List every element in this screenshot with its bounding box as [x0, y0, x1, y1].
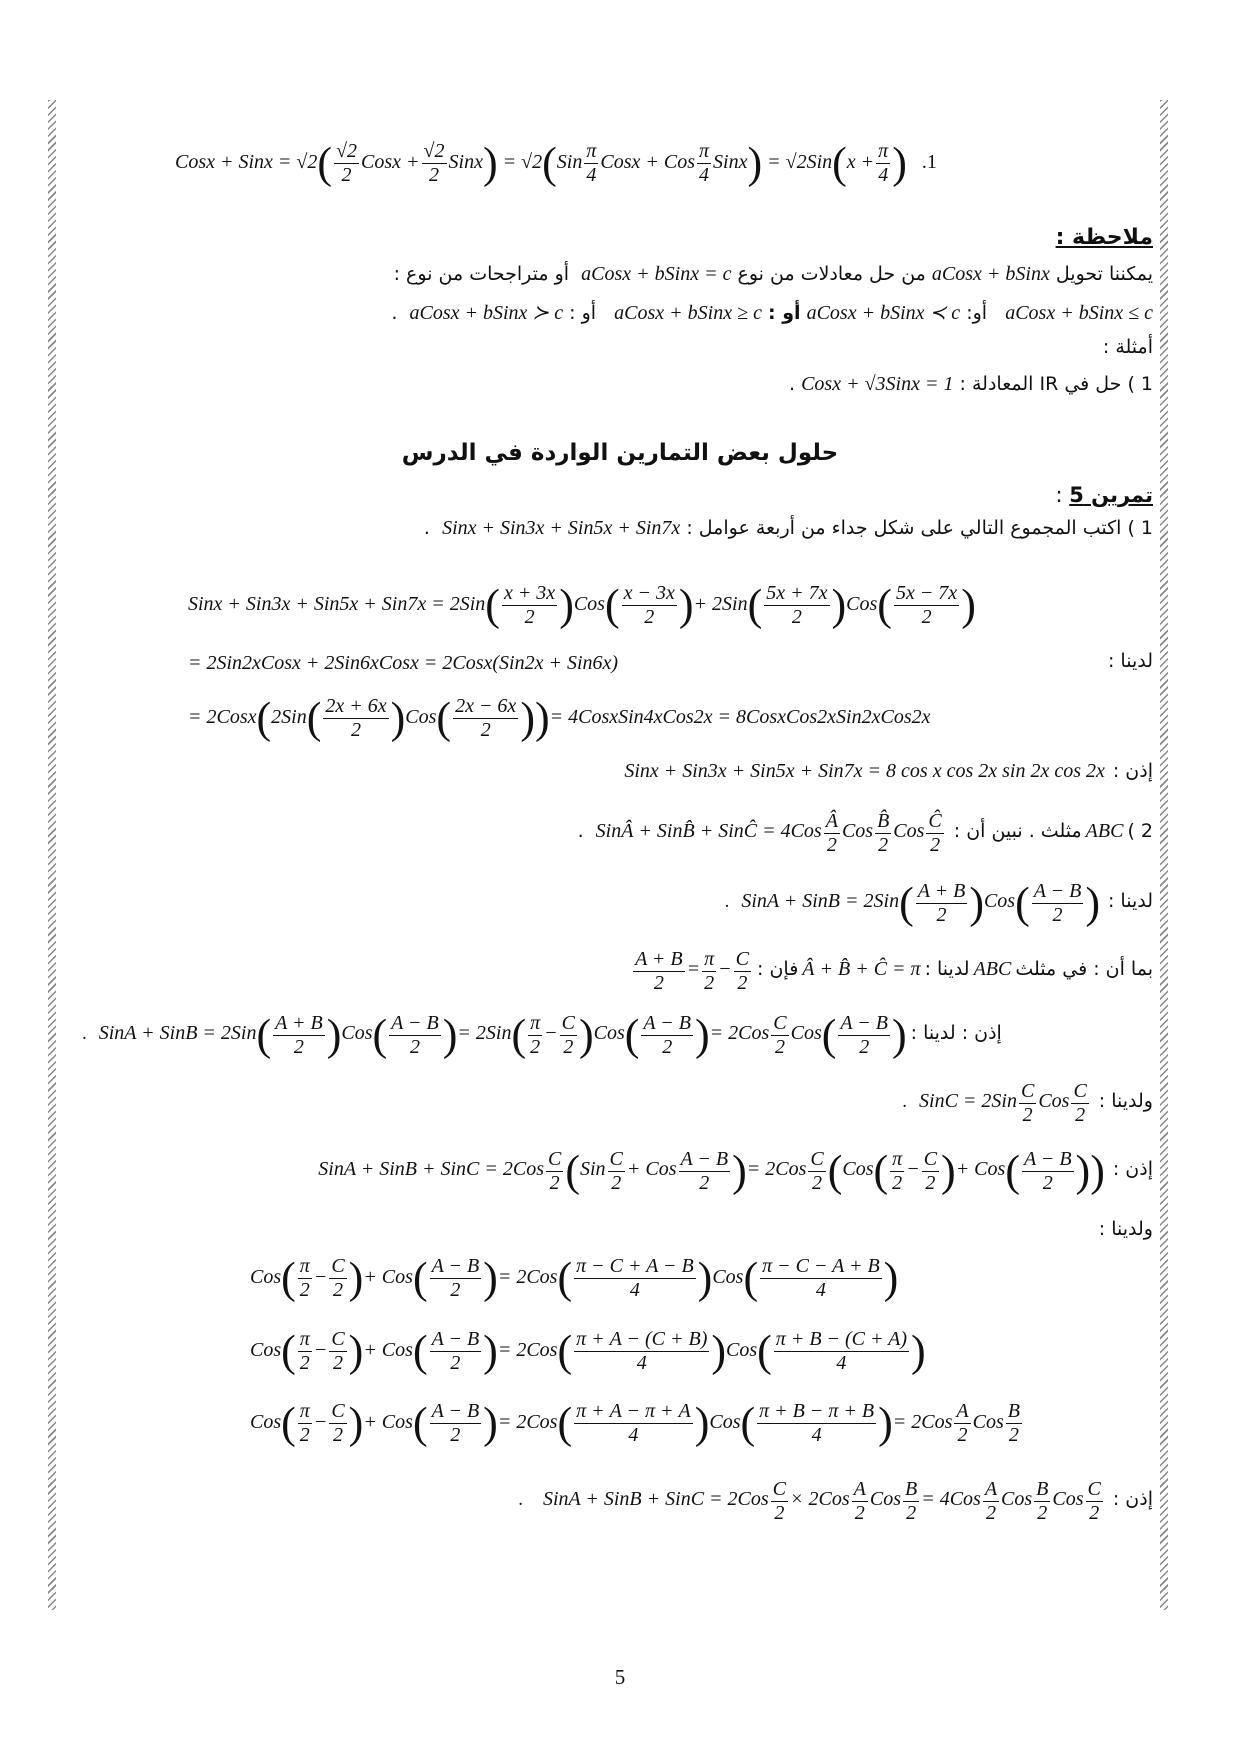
exercise-5-question-1: 1 ) اكتب المجموع التالي على شكل جداء من أربعة عوامل : Sinx + Sin3x + Sin5x + Sin7x . — [423, 517, 1153, 539]
sinA-sinB-line: . SinA + SinB = 2Sin( $\frac{A + B}{2}$ )Cos( $\frac{A - B}{2}$ ) لدينا : — [724, 878, 1153, 928]
sum-line-2: = 2Sin2xCosx + 2Sin6xCosx = 2Cosx(Sin2x + Sin6x) — [188, 652, 619, 674]
identity-line-1: Cos( $\frac{\pi}{2}$ − $\frac{C}{2}$ )+ Cos( $\frac{A - B}{2}$ )= 2Cos( $\frac{\pi - C + A - B}{4}$ )Cos( $\frac{\pi - C - A + B}{4}$ ) — [250, 1253, 899, 1303]
question-2: . SinÂ + SinB̂ + SinĈ = 4Cos $\frac{Â}{2}$ Cos $\frac{B̂}{2}$ Cos $\frac{Ĉ}{2}$ مثلث . نبين أن : ABC 2 ) — [577, 810, 1153, 856]
ladina-label-1: لدينا : — [1107, 650, 1153, 672]
waladina-label-2: ولدينا : — [1098, 1218, 1153, 1240]
sinA-sinB-expanded-line: . SinA + SinB = 2Sin( $\frac{A + B}{2}$ )Cos( $\frac{A - B}{2}$ )= 2Sin( $\frac{\pi}{2}$ − $\frac{C}{2}$ )Cos( $\frac{A - B}{2}$ )= 2Cos $\frac{C}{2}$ Cos( $\frac{A - B}{2}$ ) إذن : لدينا : — [82, 1010, 1002, 1060]
note-line-2: aCosx + bSinx ≤ c أو: aCosx + bSinx ≺ c أو : aCosx + bSinx ≥ c أو : aCosx + bSinx ≻ c . — [391, 302, 1153, 324]
formula-line-1: Cosx + Sinx = √2( $\frac{√2}{2}$ Cosx + $\frac{√2}{2}$ Sinx) = √2(Sin $\frac{\pi}{4}$ Cosx + Cos $\frac{\pi}{4}$ Sinx) = √2Sin(x + $\frac{\pi}{4}$ ) .1 — [175, 138, 937, 188]
sinC-line: . SinC = 2Sin $\frac{C}{2}$ Cos $\frac{C}{2}$ ولدينا : — [902, 1080, 1153, 1126]
sum-line-1: Sinx + Sin3x + Sin5x + Sin7x = 2Sin( $\frac{x + 3x}{2}$ )Cos( $\frac{x - 3x}{2}$ )+ 2Sin( $\frac{5x + 7x}{2}$ )Cos( $\frac{5x - 7x}{2}$ ) — [188, 580, 976, 630]
decorative-border-left — [48, 100, 56, 1610]
final-result-line: . SinA + SinB + SinC = 2Cos $\frac{C}{2}$ × 2Cos $\frac{A}{2}$ Cos $\frac{B}{2}$ = 4Cos $\frac{A}{2}$ Cos $\frac{B}{2}$ Cos $\frac{C}{2}$ إذن : — [518, 1478, 1153, 1524]
example-1: 1 ) حل في IR المعادلة : Cosx + √3Sinx = 1 . — [788, 373, 1153, 395]
decorative-border-right — [1160, 100, 1168, 1610]
sum-result-line: Sinx + Sin3x + Sin5x + Sin7x = 8 cos x cos 2x sin 2x cos 2x إذن : — [624, 760, 1153, 782]
note-title: ملاحظة : — [1055, 225, 1153, 250]
note-line-1: يمكننا تحويل aCosx + bSinx من حل معادلات من نوع aCosx + bSinx = c أو متراجحات من نوع : — [393, 263, 1153, 285]
page-number: 5 — [614, 1665, 626, 1689]
exercise-5-title: تمرين 5 : — [1055, 483, 1153, 507]
sum-ABC-line: SinA + SinB + SinC = 2Cos $\frac{C}{2}$ (Sin $\frac{C}{2}$ + Cos $\frac{A - B}{2}$ )= 2Cos $\frac{C}{2}$ (Cos( $\frac{\pi}{2}$ − $\frac{C}{2}$ )+ Cos( $\frac{A - B}{2}$ )) إذن : — [318, 1146, 1153, 1196]
identity-line-3: Cos( $\frac{\pi}{2}$ − $\frac{C}{2}$ )+ Cos( $\frac{A - B}{2}$ )= 2Cos( $\frac{\pi + A - \pi + A}{4}$ )Cos( $\frac{\pi + B - \pi + B}{4}$ )= 2Cos $\frac{A}{2}$ Cos $\frac{B}{2}$ — [250, 1398, 1020, 1448]
examples-title: أمثلة : — [1102, 336, 1153, 358]
identity-line-2: Cos( $\frac{\pi}{2}$ − $\frac{C}{2}$ )+ Cos( $\frac{A - B}{2}$ )= 2Cos( $\frac{\pi + A - (C + B)}{4}$ )Cos( $\frac{\pi + B - (C + A)}{4}$ ) — [250, 1326, 926, 1376]
sum-line-3: = 2Cosx(2Sin( $\frac{2x + 6x}{2}$ )Cos( $\frac{2x - 6x}{2}$ ))= 4CosxSin4xCos2x = 8CosxCos2xSin2xCos2x — [188, 693, 931, 743]
section-title: حلول بعض التمارين الواردة في الدرس — [401, 440, 839, 466]
triangle-sum-line: $\frac{A + B}{2}$ = $\frac{\pi}{2}$ − $\frac{C}{2}$ فإن : Â + B̂ + Ĉ = π لدينا : ABC بما أن : في مثلث — [635, 948, 1153, 994]
